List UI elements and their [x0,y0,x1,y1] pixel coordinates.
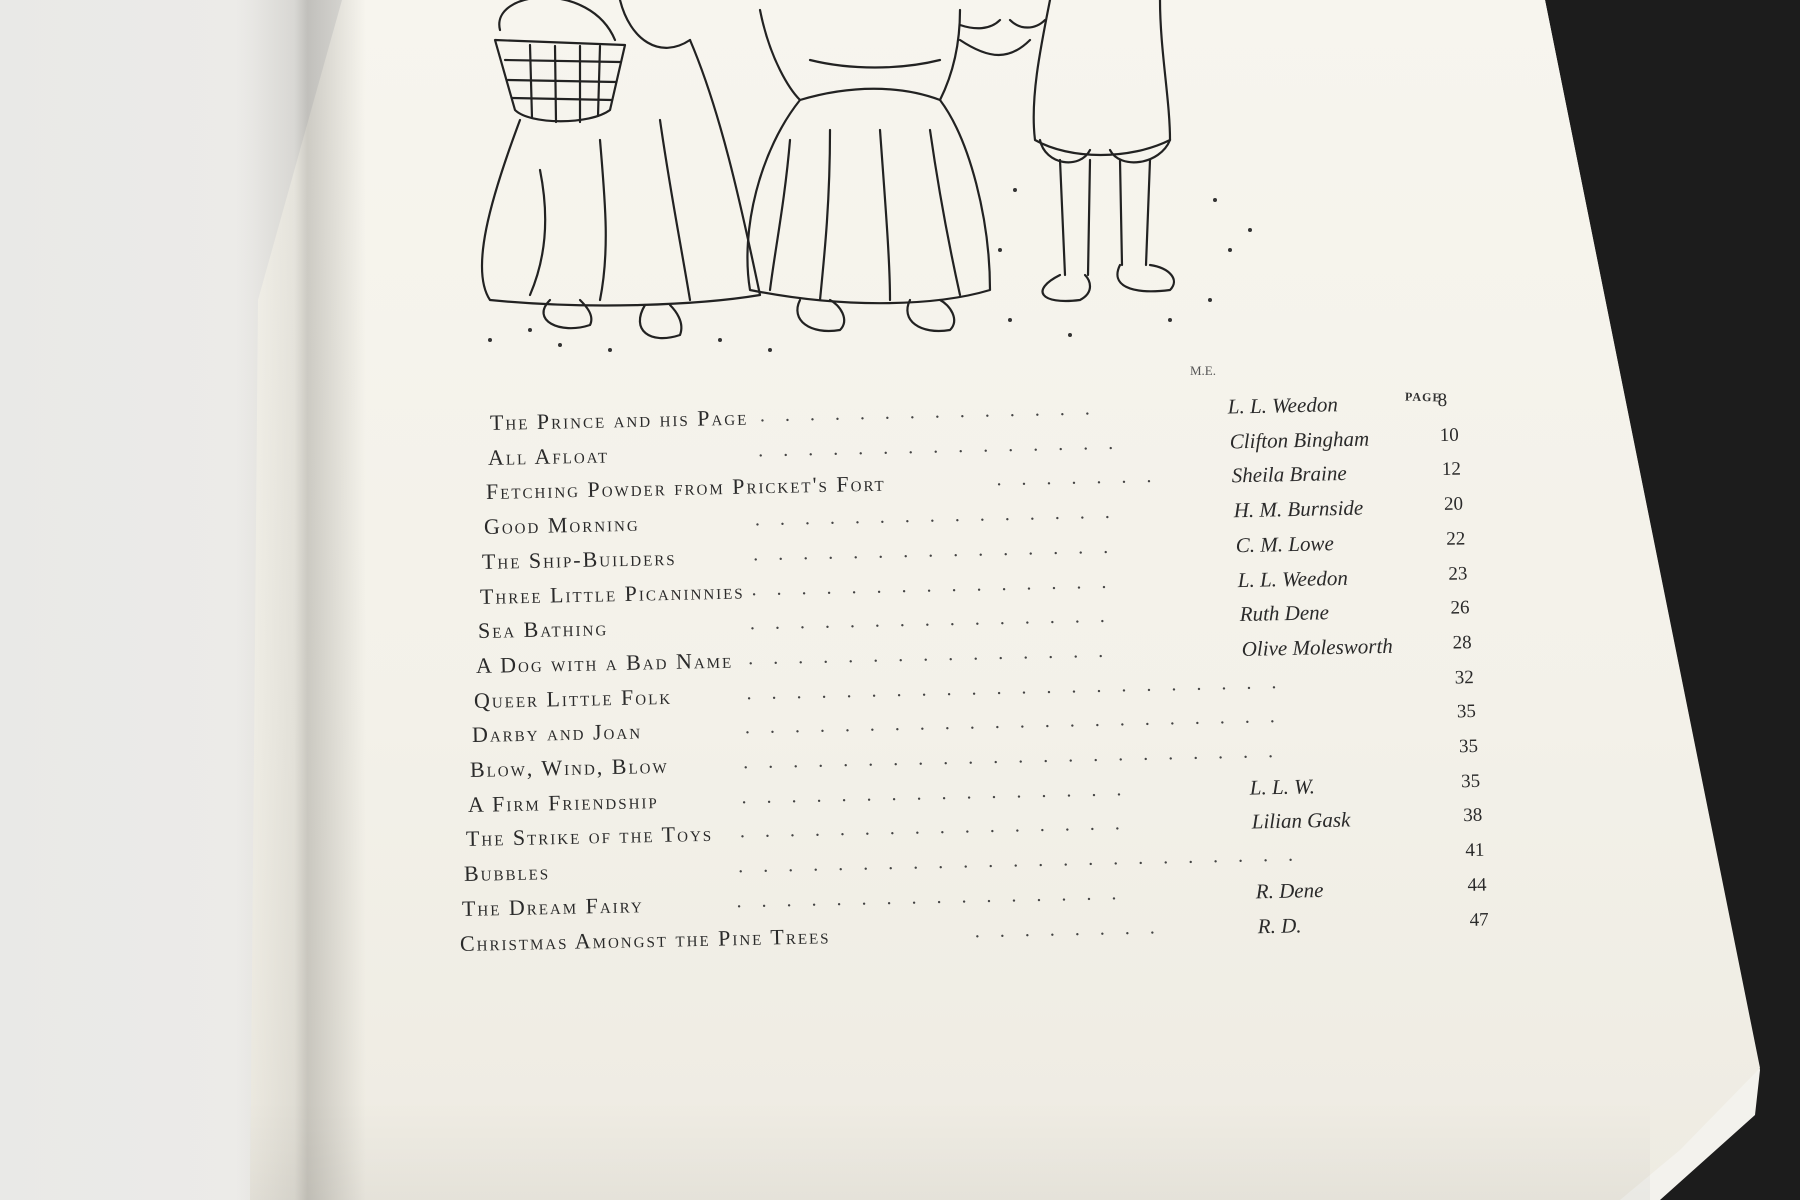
children-illustration [470,0,1350,395]
toc-title: Fetching Powder from Pricket's Fort [485,471,886,505]
toc-leader-dots: ............... [757,431,1134,462]
toc-title: Three Little Picaninnies [479,577,745,609]
toc-page-number: 28 [1452,632,1472,654]
toc-title: Sea Bathing [477,615,609,644]
toc-author: R. D. [1257,912,1302,938]
toc-page-number: 10 [1439,424,1460,446]
toc-page-number: 41 [1465,839,1485,862]
illustrator-signature: M.E. [1190,363,1216,378]
page-column-header: PAGE [1404,389,1442,405]
toc-page-number: 26 [1450,597,1470,619]
toc-page-number: 22 [1445,528,1466,550]
toc-leader-dots: ...................... [746,670,1297,704]
toc-page-number: 23 [1448,562,1468,585]
toc-author: L. L. Weedon [1227,392,1339,419]
toc-leader-dots: ................ [739,812,1140,843]
toc-leader-dots: ...................... [744,705,1295,739]
toc-leader-dots: ............... [749,604,1125,635]
toc-leader-dots: ............... [754,500,1130,531]
toc-leader-dots: ................ [736,881,1137,913]
toc-author: Olive Molesworth [1241,633,1394,661]
toc-title: A Dog with a Bad Name [475,647,734,678]
book-spine-shadow [236,0,366,1200]
toc-leader-dots: ............... [747,639,1124,670]
toc-leader-dots: ................ [741,777,1142,808]
toc-author: Sheila Braine [1231,461,1347,488]
toc-title: A Firm Friendship [467,787,659,817]
toc-title: Queer Little Folk [473,683,673,713]
toc-leader-dots: ............... [751,569,1127,600]
toc-author: L. L. W. [1249,773,1316,800]
toc-title: Christmas Amongst the Pine Trees [459,922,831,956]
toc-leader-dots: ...................... [742,739,1294,774]
basket-drawing [495,0,625,122]
toc-title: Good Morning [483,510,640,540]
toc-leader-dots: ........ [974,915,1175,942]
toc-author: Lilian Gask [1251,807,1351,834]
toc-page-number: 38 [1463,805,1483,827]
toc-page-number: 35 [1458,735,1479,758]
toc-title: The Prince and his Page [489,404,749,435]
toc-leader-dots: .............. [759,397,1110,427]
toc-title: Blow, Wind, Blow [469,752,669,782]
toc-leader-dots: ............... [752,535,1129,566]
toc-title: The Strike of the Toys [465,821,714,852]
toc-page-number: 44 [1467,874,1487,896]
toc-author: Ruth Dene [1239,600,1330,627]
toc-page-number: 47 [1469,908,1489,931]
toc-author: C. M. Lowe [1235,530,1334,558]
toc-page-number: 32 [1454,666,1474,689]
toc-page-number: 35 [1460,770,1481,792]
toc-page-number: 20 [1443,493,1464,515]
toc-page-number: 35 [1456,701,1477,723]
toc-leader-dots: ....... [996,465,1172,491]
toc-title: All Afloat [487,442,610,470]
page-shade [250,1100,1650,1200]
toc-author: R. Dene [1255,877,1324,904]
toc-author: L. L. Weedon [1237,565,1349,592]
toc-author: H. M. Burnside [1233,495,1364,523]
toc-leader-dots: ....................... [737,843,1314,878]
toc-page-number: 12 [1441,458,1462,481]
toc-page-number: 8 [1437,389,1448,412]
toc-title: Darby and Joan [471,718,643,748]
toc-title: The Dream Fairy [461,891,644,921]
toc-title: The Ship-Builders [481,544,677,574]
toc-author: Clifton Bingham [1229,426,1370,454]
toc-title: Bubbles [463,859,551,887]
